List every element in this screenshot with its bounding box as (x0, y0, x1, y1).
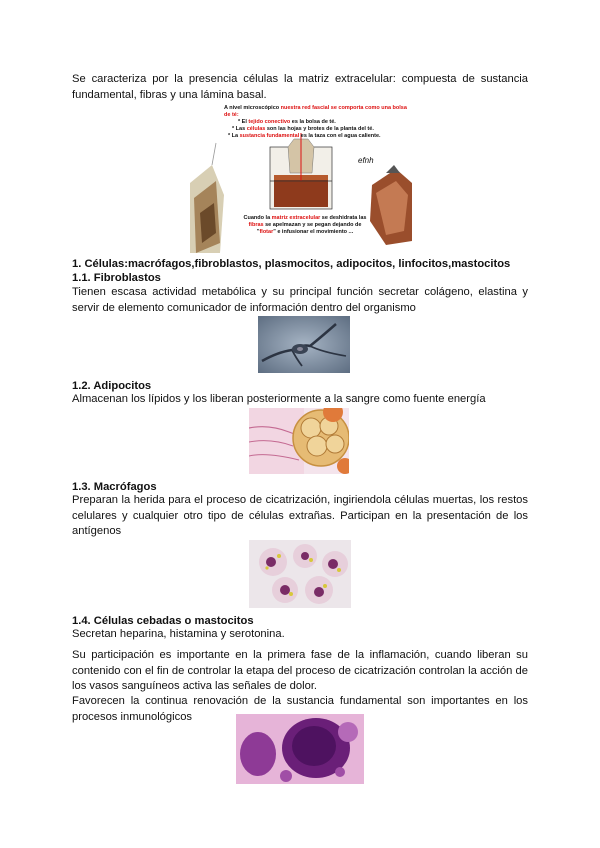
adipocitos-text: Almacenan los lípidos y los liberan posteriormente a la sangre como fuente energía (72, 393, 486, 405)
mastocitos-title: 1.4. Células cebadas o mastocitos (72, 615, 254, 627)
tea-bottom-g: " e infusionar el movimiento ... (273, 229, 354, 235)
tea-line3-a: * Las (232, 126, 247, 132)
macrofagos-title: 1.3. Macrófagos (72, 481, 157, 493)
mast-cell-image (236, 714, 364, 784)
adipocyte-image (249, 408, 349, 474)
section1-title: 1. Células:macrófagos,fibroblastos, plasmocitos, adipocitos, linfocitos,mastocitos (72, 258, 511, 270)
intro-paragraph: Se caracteriza por la presencia células la matriz extracelular: compuesta de sustancia fundamental, fibras y una lámina basal. (72, 73, 528, 101)
adipocitos-title: 1.2. Adipocitos (72, 380, 152, 392)
mastocitos-text-1: Secretan heparina, histamina y serotonina. (72, 628, 285, 640)
fibroblastos-title: 1.1. Fibroblastos (72, 272, 161, 284)
tea-bottom-d: fibras (248, 222, 264, 228)
tea-signature: efnh (358, 156, 374, 165)
fibroblastos-text: Tienen escasa actividad metabólica y su principal función secretar colágeno, elastina y servir de elemento comunicador de información dentro del organismo (72, 286, 528, 314)
fibroblast-image (258, 316, 350, 373)
tea-line1-a: A nivel microscópico (224, 105, 281, 111)
tea-line2-b: tejido conectivo (248, 119, 291, 125)
tea-line3-c: son las hojas y brotes de la planta del té. (265, 126, 374, 132)
mastocitos-text-2: Su participación es importante en la primera fase de la inflamación, cuando liberan su contenido con el fin de controlar la etapa del proceso de cicatrización controlan la acción de los vasos sanguíneos activa las señales de dolor. (72, 649, 528, 692)
mastocitos-text-3: Favorecen la continua renovación de la sustancia fundamental son importantes en los procesos inmunológicos (72, 695, 528, 723)
tea-line4-b: sustancia fundamental (239, 133, 300, 139)
tea-bottom-e: se apelmazan y se pegan dejando de " (256, 222, 362, 235)
tea-line4-c: es la taza con el agua caliente. (299, 133, 381, 139)
tea-bottom-a: Cuando la (243, 215, 272, 221)
macrofagos-text: Preparan la herida para el proceso de cicatrización, ingiriendola células muertas, los restos celulares y cualquier otro tipo de células extrañas. Participan en la presentación de los antígenos (72, 494, 528, 537)
tea-bottom-b: matriz extracelular (271, 215, 321, 221)
tea-bottom-f: flotar (259, 229, 274, 235)
tea-line3-b: células (246, 126, 266, 132)
tea-bottom-c: se deshidrata las (320, 215, 367, 221)
macrophage-image (249, 540, 351, 608)
tea-line2-c: es la bolsa de té. (290, 119, 336, 125)
tea-line2-a: * El (238, 119, 249, 125)
tea-line1-b: nuestra red fascial se comporta como una bolsa de té: (224, 105, 407, 118)
tea-line4-a: * La (228, 133, 240, 139)
tea-bag-figure (190, 103, 412, 253)
